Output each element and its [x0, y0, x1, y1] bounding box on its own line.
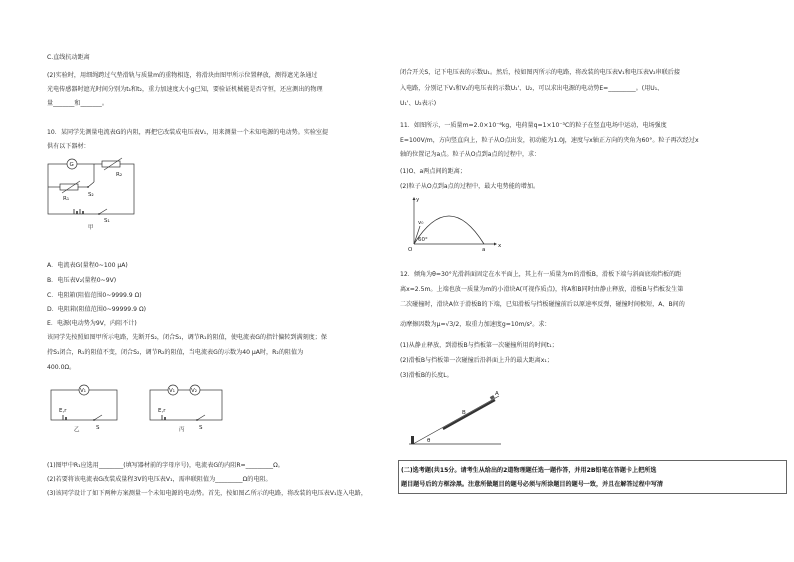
- text-line: A．电流表G(量程0~100 μA): [47, 262, 128, 269]
- svg-text:S₂: S₂: [88, 192, 94, 198]
- circuit-figure-jia: [44, 158, 144, 231]
- figure-caption: 乙: [74, 427, 80, 433]
- text-line: (3)滑板B的长度L。: [400, 372, 453, 379]
- text-line: E．电源(电动势为9V，内阻不计): [47, 320, 137, 327]
- text-line: (1)O、a两点间的距离；: [400, 168, 466, 175]
- svg-text:S: S: [199, 425, 203, 431]
- text-line: 闭合开关S，记下电压表的示数U₁。然后，按如图丙所示的电路，将改装的电压表V₁和电压表V₂串联后接: [400, 69, 680, 76]
- resistor-r2: [102, 161, 120, 167]
- svg-text:O: O: [408, 247, 413, 253]
- text-line: 量_______和_______。: [47, 100, 108, 107]
- section-line: (二)选考题(共15分。请考生从给出的2道物理题任选一题作答，并用2B铅笔在答题卡上把所选: [401, 467, 657, 474]
- text-line: 持S₁闭合，R₁的阻值不变，闭合S₂，调节R₂的阻值，当电流表G的示数为40 μA时，R₂的阻值为: [47, 349, 304, 356]
- circuit-figure-bing: [147, 382, 237, 432]
- text-line: (3)该同学设计了如下两种方案测量一个未知电源的电动势。首先，按如图乙所示的电路，将改装的电压表V₁连入电路，: [47, 490, 367, 497]
- svg-text:E,r: E,r: [158, 408, 166, 414]
- text-line: 轴的位置记为a点。粒子从O点到a点的过程中，求：: [400, 151, 541, 158]
- svg-text:S: S: [96, 425, 100, 431]
- text-line: 二次碰撞时，滑块A位于滑板B的下端，已知滑板与挡板碰撞前后以原速率反弹，碰撞时间极短，A、B间的: [400, 301, 685, 308]
- text-line: 11．如图所示，一质量m=2.0×10⁻⁶kg，电荷量q=1×10⁻³C的粒子在竖直电场中运动，电场强度: [400, 122, 667, 129]
- incline-figure: [405, 392, 505, 452]
- trajectory-figure: [404, 196, 504, 256]
- svg-text:V₁: V₁: [80, 388, 86, 394]
- svg-text:E,r: E,r: [59, 408, 67, 414]
- svg-text:R₂: R₂: [116, 172, 123, 178]
- svg-text:G: G: [69, 162, 74, 168]
- svg-text:x: x: [498, 243, 502, 249]
- text-line: D．电阻箱(阻值范围0~99999.9 Ω): [47, 306, 146, 313]
- text-line: 10．某同学先测量电流表G的内阻，再把它改装成电压表V₁，用来测量一个未知电源的电动势。实验室提: [47, 129, 329, 136]
- text-line: (2)实验时，用细绳跨过气垫滑轨与质量m的重物相连，将滑块由图甲所示位置释放，测得遮光条通过: [47, 72, 318, 79]
- svg-text:v₀: v₀: [418, 220, 424, 226]
- text-line: 该同学先按照如图甲所示电路，先断开S₂，闭合S₁，调节R₁的阻值，使电流表G的指针偏转到满刻度；保: [47, 334, 327, 341]
- figure-caption: 甲: [88, 225, 94, 231]
- circuit-figure-yi: [48, 382, 128, 432]
- text-line: (2)滑板B与挡板第一次碰撞后沿斜面上升的最大距离x₁；: [400, 357, 553, 364]
- svg-text:V₂: V₂: [191, 388, 197, 394]
- text-line: E=100V/m，方向竖直向上，粒子从O点出发，初动能为1.0J，速度与x轴正方向的夹角为60°。粒子再次经过x: [400, 137, 699, 144]
- elective-section-box: [398, 460, 787, 494]
- svg-text:B: B: [462, 410, 466, 416]
- text-line: (2)若要将该电流表G改装成量程3V的电压表V₁，需串联阻值为_________Ω的电阻。: [47, 476, 272, 483]
- text-line: (1)图甲中R₁应选用________(填写器材前的字母序号)，电流表G的内阻R=_________Ω。: [47, 462, 284, 469]
- svg-text:a: a: [482, 247, 486, 253]
- text-line: 供有以下器材：: [47, 143, 90, 150]
- resistor-r1: [60, 184, 78, 190]
- text-line: 入电路，分别记下V₁和V₂的电压表的示数U₁'、U₂，可以求出电源的电动势E=_________。(用U₁、: [400, 85, 664, 92]
- text-line: 动摩擦因数为μ=√3/2，取重力加速度g=10m/s²。求：: [400, 321, 551, 328]
- svg-text:V₁: V₁: [169, 388, 175, 394]
- text-line: (2)粒子从O点到a点的过程中，最大电势能的增加。: [400, 183, 540, 190]
- text-line: 光电传感器时遮光时间分别为t₁和t₂，重力加速度大小g已知，要验证机械能是否守恒，还应测出的物理: [47, 86, 323, 93]
- text-line: U₁'、U₂表示): [400, 100, 437, 107]
- svg-text:60°: 60°: [418, 237, 428, 243]
- svg-text:S₁: S₁: [104, 218, 110, 224]
- text-line: 12．倾角为θ=30°光滑斜面固定在水平面上，其上有一质量为m的滑板B，滑板下端与斜面底端挡板的距: [400, 271, 682, 278]
- text-line: C.直线抗动距离: [47, 54, 90, 61]
- text-line: 离x=2.5m。上端也放一质量为m的小滑块A(可视作质点)，将A和B同时由静止释放，滑板B与挡板发生第: [400, 286, 684, 293]
- text-line: (1)从静止释放，到滑板B与挡板第一次碰撞所用的时间t₁；: [400, 342, 558, 349]
- text-line: 400.0Ω。: [47, 364, 76, 371]
- svg-text:θ: θ: [427, 438, 431, 444]
- text-line: C．电阻箱(阻值范围0~9999.9 Ω): [47, 292, 142, 299]
- svg-text:A: A: [495, 391, 499, 397]
- section-line: 题目题号后的方框涂黑。注意所做题目的题号必须与所涂题目的题号一致，并且在解答过程中写清: [401, 481, 664, 488]
- svg-text:R₁: R₁: [63, 196, 70, 202]
- text-line: B．电压表V₂(量程0~9V): [47, 277, 117, 284]
- svg-text:y: y: [416, 197, 420, 203]
- figure-caption: 丙: [179, 427, 185, 433]
